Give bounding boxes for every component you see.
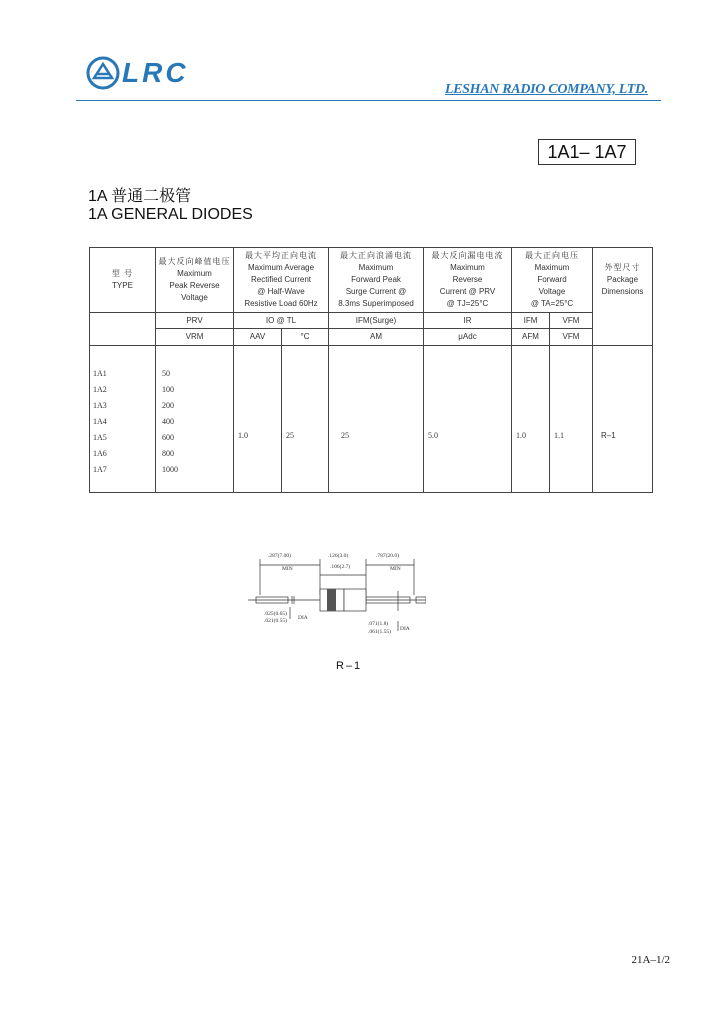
header-current: 最大平均正向电流 Maximum Average Rectified Current @ Half-Wave Resistive Load 60Hz xyxy=(234,248,329,313)
title-chinese: 1A 普通二极管 xyxy=(88,188,192,205)
list-item: 200 xyxy=(162,400,174,410)
unit-aav: AAV xyxy=(234,329,282,346)
symbol-vfm: VFM xyxy=(550,313,593,329)
header-row xyxy=(90,248,653,313)
dim-wire-dia-label: DIA xyxy=(298,615,308,621)
header-package: 外型尺寸 Package Dimensions xyxy=(593,248,653,346)
unit-vrm: VRM xyxy=(156,329,234,346)
dim-body-length: .126(3.0) xyxy=(328,553,349,559)
list-item: 1A7 xyxy=(93,464,107,474)
spec-table xyxy=(89,247,653,493)
header-reverse: 最大反向漏电电流 Maximum Reverse Current @ PRV @ TJ=25°C xyxy=(424,248,512,313)
symbol-io: IO @ TL xyxy=(234,313,329,329)
dim-body-dia-label: DIA xyxy=(400,626,410,632)
header-type: 型 号 TYPE xyxy=(90,248,156,313)
unit-am: AM xyxy=(329,329,424,346)
dim-wire-dia1: .025(0.65) xyxy=(264,611,287,617)
dim-lead-length2: .787(20.0) xyxy=(376,553,399,559)
list-item: 1A1 xyxy=(93,368,107,378)
dim-body-dia1: .071(1.8) xyxy=(368,621,389,627)
logo-text: LRC xyxy=(122,57,189,88)
value-ir: 5.0 xyxy=(424,346,512,493)
dim-wire-dia2: .021(0.55) xyxy=(264,618,287,624)
value-io: 1.0 xyxy=(234,346,282,493)
list-item: 400 xyxy=(162,416,174,426)
list-item: 1A2 xyxy=(93,384,107,394)
list-item: 1A5 xyxy=(93,432,107,442)
unit-afm: AFM xyxy=(512,329,550,346)
list-item: 1A6 xyxy=(93,448,107,458)
symbol-row xyxy=(90,313,653,329)
unit-row xyxy=(90,329,653,346)
value-tl: 25 xyxy=(282,346,329,493)
list-item: 1000 xyxy=(162,464,178,474)
voltage-list xyxy=(156,346,234,493)
list-item: 800 xyxy=(162,448,174,458)
page-number: 21A–1/2 xyxy=(631,954,670,966)
dim-body-length2: .106(2.7) xyxy=(330,564,351,570)
type-blank-cell xyxy=(90,313,156,346)
unit-vfm: VFM xyxy=(550,329,593,346)
company-logo xyxy=(86,56,210,92)
dim-lead-length: .287(7.00) xyxy=(268,553,291,559)
list-item: 1A3 xyxy=(93,400,107,410)
company-name: LESHAN RADIO COMPANY, LTD. xyxy=(444,82,648,97)
list-item: 1A4 xyxy=(93,416,107,426)
value-surge: 25 xyxy=(329,346,424,493)
type-list xyxy=(90,346,156,493)
list-item: 100 xyxy=(162,384,174,394)
lrc-emblem-icon xyxy=(86,56,120,90)
part-number-box: 1A1– 1A7 xyxy=(538,139,636,165)
dim-lead2-min: MIN xyxy=(390,566,401,572)
value-package: R–1 xyxy=(593,346,653,493)
header-surge: 最大正向浪涌电流 Maximum Forward Peak Surge Current @ 8.3ms Superimposed xyxy=(329,248,424,313)
symbol-ir: IR xyxy=(424,313,512,329)
unit-uadc: μAdc xyxy=(424,329,512,346)
symbol-ifm-surge: IFM(Surge) xyxy=(329,313,424,329)
list-item: 600 xyxy=(162,432,174,442)
symbol-prv: PRV xyxy=(156,313,234,329)
dim-body-dia2: .061(1.55) xyxy=(368,629,391,635)
title-english: 1A GENERAL DIODES xyxy=(88,206,253,223)
symbol-ifm: IFM xyxy=(512,313,550,329)
header-rule xyxy=(76,100,661,101)
value-vfm: 1.1 xyxy=(550,346,593,493)
unit-degc: °C xyxy=(282,329,329,346)
diagram-label: R–1 xyxy=(336,660,363,672)
package-dimension-drawing xyxy=(248,551,426,637)
list-item: 50 xyxy=(162,368,170,378)
data-row xyxy=(90,346,653,493)
header-forward: 最大正向电压 Maximum Forward Voltage @ TA=25°C xyxy=(512,248,593,313)
header-voltage: 最大反向峰值电压 Maximum Peak Reverse Voltage xyxy=(156,248,234,313)
dim-lead-min: MIN xyxy=(282,566,293,572)
value-ifm: 1.0 xyxy=(512,346,550,493)
